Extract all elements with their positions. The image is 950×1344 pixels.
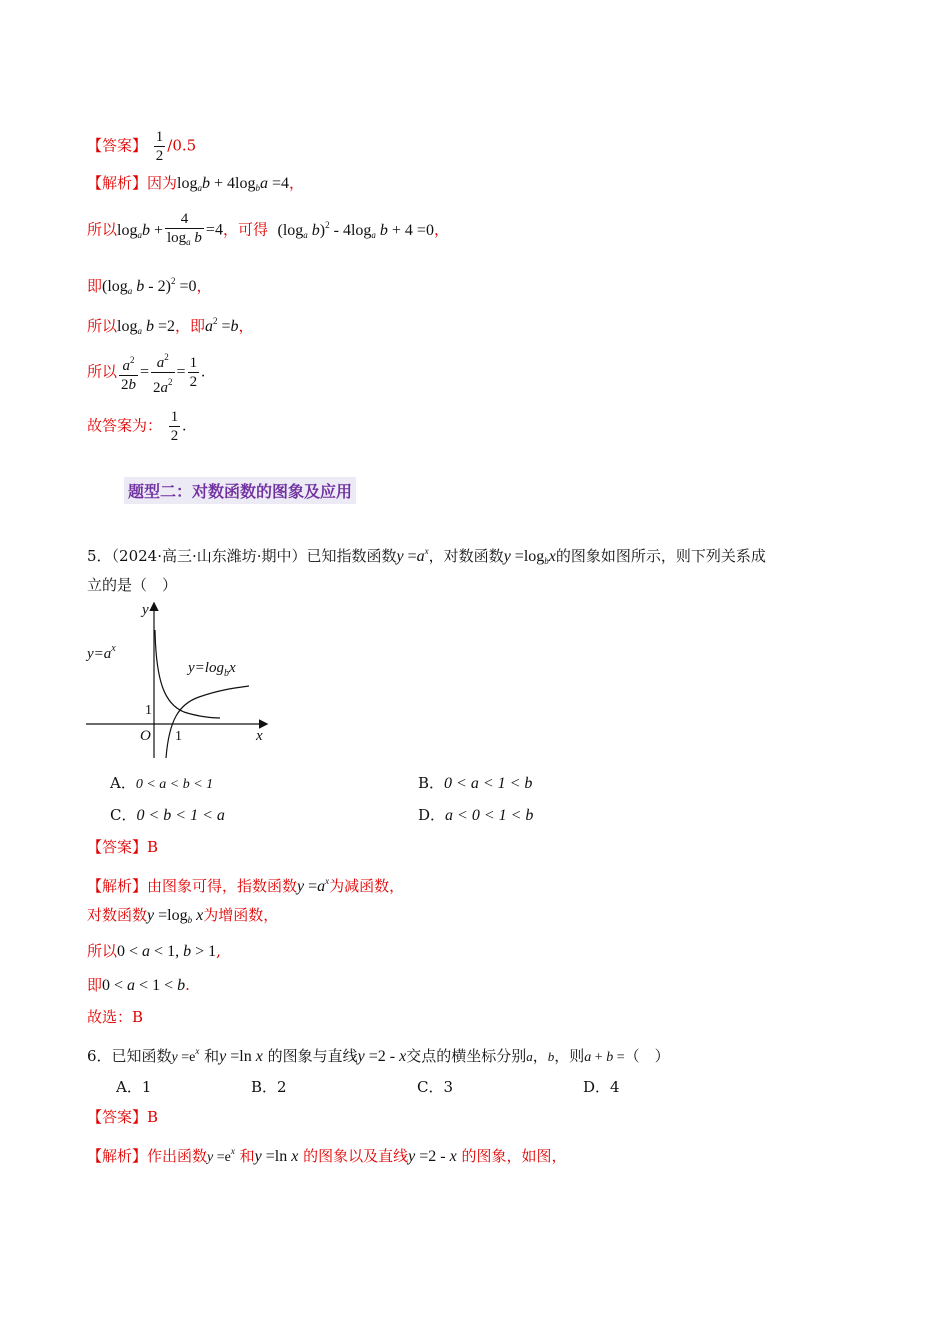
q5-option-c[interactable]: C．0 < b < 1 < a	[110, 806, 225, 824]
origin-label: O	[140, 728, 151, 744]
q5-analysis-1: 【解析】由图象可得，指数函数$y =a^x$为减函数，	[87, 876, 405, 895]
log-curve-label: $y=\log_bx$	[188, 660, 236, 679]
q6-answer: 【答案】B	[87, 1108, 159, 1126]
exp-curve-label: $y=a^x$	[87, 643, 116, 662]
answer-line-1	[87, 128, 196, 165]
x-axis-label: x	[256, 728, 263, 744]
q6-option-d[interactable]: D．4	[583, 1078, 620, 1096]
analysis-line-6: 故答案为： $\frac{1}{2}$ .	[87, 409, 187, 444]
log-curve	[166, 686, 249, 758]
q6-option-a[interactable]: A．1	[116, 1078, 152, 1096]
analysis-tag: 【解析】	[87, 174, 148, 192]
q5-analysis-2: 对数函数$y =\log_b$ x为增函数，	[87, 906, 279, 925]
q5-option-d[interactable]: D．a < 0 < 1 < b	[418, 806, 534, 824]
fraction: $\frac{4}{\log_a b}$	[167, 211, 202, 247]
q5-line-2: 立的是（ ）	[87, 576, 178, 594]
q5-option-b[interactable]: B．0 < a < 1 < b	[418, 774, 533, 792]
q5-analysis-4: 即0 < a < 1 < b.	[87, 976, 190, 994]
q5-line-1: 5．（2024·高三·山东潍坊·期中）已知指数函数$y =a^x$，对数函数$y =\log_bx$的图象如图所示，则下列关系成	[87, 546, 766, 566]
x-one-label: 1	[175, 729, 182, 744]
q6-analysis-1: 【解析】作出函数$y =e^x$ 和y =ln x 的图象以及直线y =2 - x 的图象，如图，	[87, 1146, 567, 1165]
analysis-line-2: 所以$\log_ab$ + $\frac{4}{\log_a b}$ =4，可得 ($\log_a$ $b)^2 - 4\log_a$ b + 4 =0，	[87, 210, 449, 251]
q5-graph	[84, 600, 274, 760]
math-expr: $\log_ab + 4\log_ba =4$	[177, 175, 289, 193]
q6-option-c[interactable]: C．3	[417, 1078, 454, 1096]
analysis-line-1: 【解析】因为$\log_ab + 4\log_ba =4$，	[87, 174, 304, 193]
q6-line-1: 6．已知函数$y =e^x$ 和y =ln x 的图象与直线y =2 - x交点的横坐标分别a，b，则a + b =（ ）	[87, 1046, 670, 1065]
y-one-label: 1	[145, 703, 152, 718]
analysis-line-4: 所以$\log_a b =2$，即$a^2 =b$，	[87, 316, 254, 336]
q5-analysis-5: 故选：B	[87, 1008, 144, 1026]
answer-tag: 【答案】	[87, 136, 148, 155]
q5-option-a[interactable]: A．0 < a < b < 1	[110, 774, 214, 792]
analysis-line-5: 所以 $\frac{a^2}{2b}$ = $\frac{a^2}{2a^2}$ = $\frac{1}{2}$ .	[87, 348, 205, 397]
answer-alt: /0.5	[167, 136, 197, 155]
q5-analysis-3: 所以0 < a < 1, b > 1,	[87, 942, 221, 960]
q6-option-b[interactable]: B．2	[251, 1078, 287, 1096]
analysis-line-3: 即($\log_a$ b - 2)$^2$ =0，	[87, 276, 212, 296]
section-heading: 题型二：对数函数的图象及应用	[124, 477, 356, 504]
fraction-one-half: $\frac{1}{2}$	[155, 129, 164, 164]
q5-answer: 【答案】B	[87, 838, 159, 856]
y-axis-label: y	[142, 602, 149, 618]
